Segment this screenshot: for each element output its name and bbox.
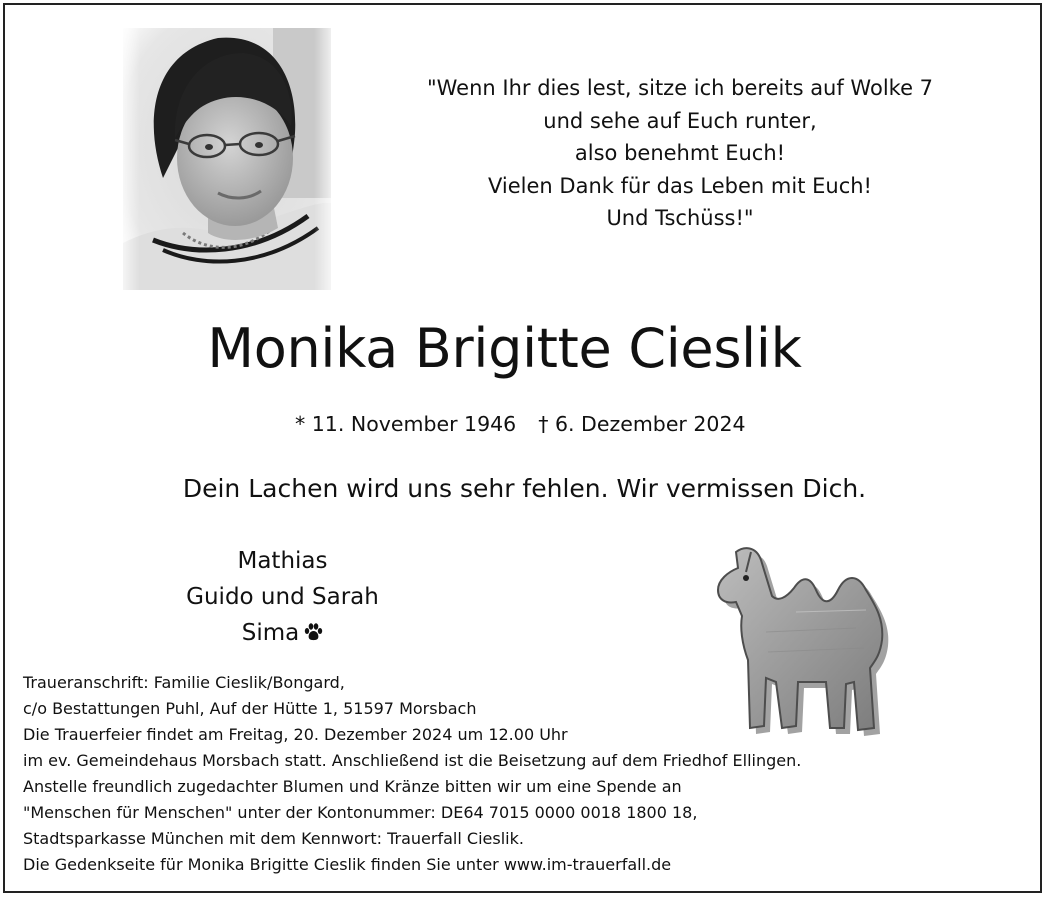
mourner-row-pet: [160, 615, 405, 653]
info-line: "Menschen für Menschen" unter der Kontonummer: DE64 7015 0000 0018 1800 18,: [23, 803, 698, 822]
memorial-slogan: Dein Lachen wird uns sehr fehlen. Wir vermissen Dich.: [182, 474, 867, 503]
birth-date: * 11. November 1946: [295, 412, 517, 436]
quote-line: also benehmt Euch!: [574, 141, 786, 165]
paw-icon: [303, 617, 323, 653]
death-date: † 6. Dezember 2024: [538, 412, 746, 436]
quote-line: Und Tschüss!": [606, 206, 754, 230]
mourners-list: [160, 543, 405, 653]
portrait-photo: [123, 28, 331, 290]
deceased-name: Monika Brigitte Cieslik: [207, 317, 802, 380]
info-line: Anstelle freundlich zugedachter Blumen und Kränze bitten wir um eine Spende an: [23, 777, 682, 796]
quote: [400, 72, 960, 235]
info-line: c/o Bestattungen Puhl, Auf der Hütte 1, 51597 Morsbach: [23, 699, 477, 718]
mourner-name: Guido und Sarah: [186, 584, 379, 610]
quote-line: und sehe auf Euch runter,: [543, 108, 817, 133]
quote-line: Vielen Dank für das Leben mit Euch!: [488, 173, 872, 198]
mourner-name: Sima: [241, 620, 300, 646]
info-line: Die Gedenkseite für Monika Brigitte Cieslik finden Sie unter www.im-trauerfall.de: [23, 855, 672, 874]
info-line: Die Trauerfeier findet am Freitag, 20. Dezember 2024 um 12.00 Uhr: [23, 725, 568, 744]
info-line: Traueranschrift: Familie Cieslik/Bongard,: [23, 673, 345, 692]
life-dates: [295, 410, 746, 438]
service-information: [23, 670, 1023, 878]
quote-line: "Wenn Ihr dies lest, sitze ich bereits auf Wolke 7: [426, 76, 934, 100]
info-line: im ev. Gemeindehaus Morsbach statt. Anschließend ist die Beisetzung auf dem Friedhof Ellingen.: [23, 751, 802, 770]
info-line: Stadtsparkasse München mit dem Kennwort: Trauerfall Cieslik.: [23, 829, 524, 848]
mourner-name: Mathias: [237, 548, 328, 574]
